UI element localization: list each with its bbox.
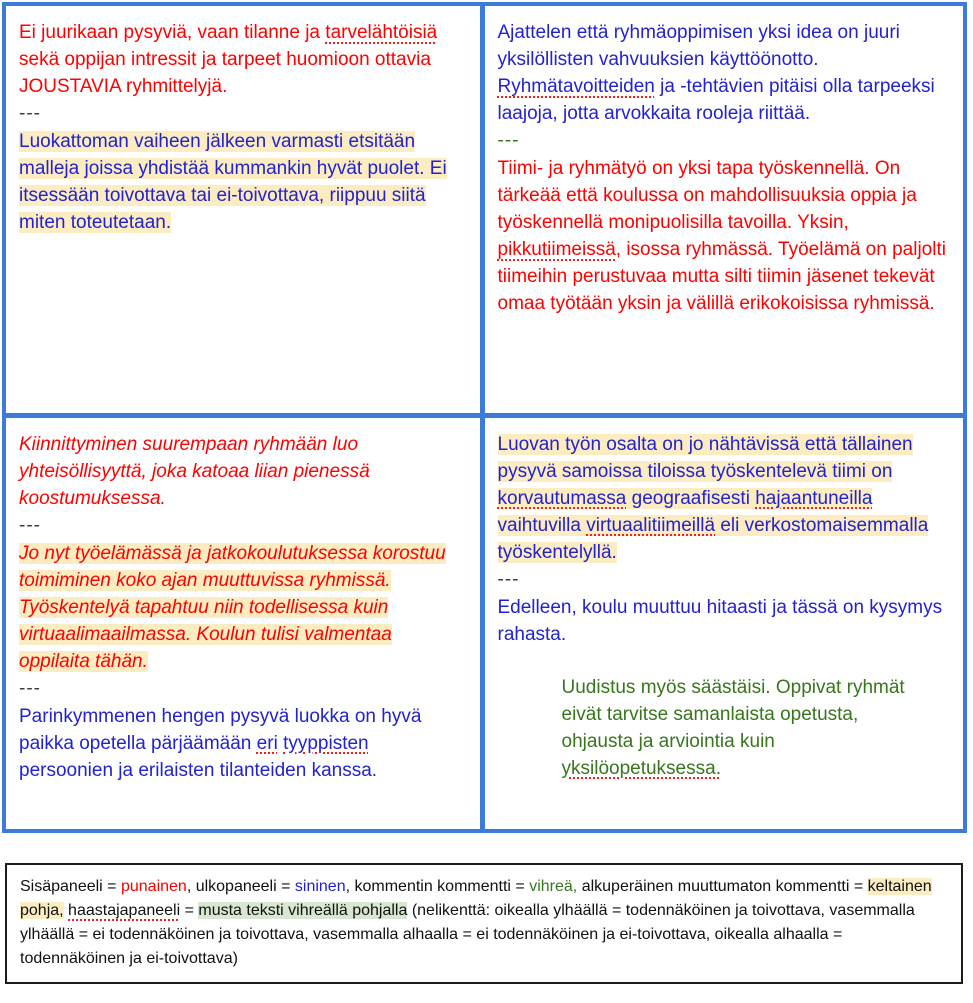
legend-green-label: vihreä, xyxy=(529,878,578,895)
legend-text: alkuperäinen muuttumaton kommentti = xyxy=(577,878,868,895)
text-segment: Parinkymmenen hengen pysyvä luokka on hyvä paikka opetella pärjäämään xyxy=(19,705,422,754)
outer-panel-comment xyxy=(19,703,466,784)
text-segment: Tiimi- ja ryhmätyö on yksi tapa työskennellä. On tärkeää että koulussa on mahdollisuuksia oppia ja työskennellä monipuolisilla tavoilla. Yksin, xyxy=(497,158,917,233)
text-segment: sekä oppijan intressit ja tarpeet huomioon ottavia JOUSTAVIA ryhmittelyjä. xyxy=(19,49,431,97)
comment-separator: --- xyxy=(497,568,520,590)
legend-text: Sisäpaneeli = xyxy=(20,878,121,895)
outer-panel-comment: Edelleen, koulu muuttuu hitaasti ja tässä on kysymys rahasta. xyxy=(497,596,943,645)
legend-text: = xyxy=(180,902,199,919)
four-field-comment-grid xyxy=(2,2,967,833)
comment-on-comment xyxy=(562,674,922,782)
legend-challenger-label: haastajapaneeli xyxy=(68,902,181,919)
spellcheck-underlined-word: tyyppisten xyxy=(283,732,369,754)
inner-panel-comment xyxy=(19,19,466,100)
legend-red-label: punainen xyxy=(120,878,187,895)
legend-text: (nelikenttä: oikealla ylhäällä = todennäköinen ja toivottava, vasemmalla ylhäällä = ei todennäköinen ja toivottava, vasemmalla alhaalla = ei todennäköinen ja ei-toivottava, oikealla alhaalla = todennäköinen ja ei-toivottava) xyxy=(20,902,915,967)
text-segment: , isossa ryhmässä. Työelämä on paljolti tiimeihin perustuvaa mutta silti tiimin jäsenet tekevät omaa työtään yksin ja välillä erikokoisissa ryhmissä. xyxy=(497,239,946,314)
quadrant-bottom-right xyxy=(485,418,964,830)
original-highlighted-comment xyxy=(19,540,466,675)
outer-panel-comment xyxy=(498,19,950,127)
yellow-highlight: Luokattoman vaiheen jälkeen varmasti etsitään malleja joissa yhdistää kummankin hyvät puolet. Ei itsessään toivottava tai ei-toivottava, riippuu siitä miten toteutetaan. xyxy=(19,131,447,233)
text-segment: Uudistus myös säästäisi. Oppivat ryhmät eivät tarvitse samanlaista opetusta, ohjausta ja arviointia kuin xyxy=(561,676,905,752)
text-segment: Ei juurikaan pysyviä, vaan tilanne ja xyxy=(19,22,326,43)
legend-blue-label: sininen xyxy=(294,878,346,895)
spellcheck-underlined-word: tarvelähtöisiä xyxy=(325,22,438,43)
inner-panel-comment: Kiinnittyminen suurempaan ryhmään luo yhteisöllisyyttä, joka katoaa liian pienessä koostumuksessa. xyxy=(19,433,370,509)
legend-green-highlight-label: musta teksti vihreällä pohjalla xyxy=(198,902,408,919)
comment-separator: --- xyxy=(19,103,41,124)
comment-separator: --- xyxy=(497,130,520,151)
comment-separator: --- xyxy=(19,677,41,699)
legend-yellow-highlight-label: keltainen pohja, xyxy=(20,878,932,919)
spellcheck-underlined-word: virtuaalitiimeillä xyxy=(586,514,716,536)
quadrant-top-right xyxy=(485,6,964,418)
original-highlighted-comment xyxy=(19,128,466,236)
legend-text: , ulkopaneeli = xyxy=(186,878,295,895)
text-segment: persoonien ja erilaisten tilanteiden kanssa. xyxy=(19,759,378,781)
legend-text: , kommentin kommentti = xyxy=(345,878,530,895)
text-segment: Luovan työn osalta on jo nähtävissä että tällainen pysyvä samoissa tiloissa työskentelevä tiimi on xyxy=(497,433,913,482)
spellcheck-underlined-word: eri xyxy=(256,732,278,754)
quadrant-top-left xyxy=(6,6,485,418)
spellcheck-underlined-word: Ryhmätavoitteiden xyxy=(497,76,655,97)
quadrant-bottom-left xyxy=(6,418,485,830)
original-highlighted-comment xyxy=(498,431,950,566)
spellcheck-underlined-word: pikkutiimeissä xyxy=(497,239,616,260)
legend-box xyxy=(5,863,963,984)
spellcheck-underlined-word: hajaantuneilla xyxy=(755,487,873,509)
yellow-highlight: Jo nyt työelämässä ja jatkokoulutuksessa korostuu toimiminen koko ajan muuttuvissa ryhmissä. Työskentelyä tapahtuu niin todellisessa kuin virtuaalimaailmassa. Koulun tulisi valmentaa oppilaita tähän. xyxy=(19,542,446,672)
inner-panel-comment xyxy=(498,155,950,317)
text-segment: ja -tehtävien pitäisi olla tarpeeksi laajoja, jotta arvokkaita rooleja riittää. xyxy=(497,76,935,124)
text-segment: eli verkostomaisemmalla työskentelyllä. xyxy=(497,514,929,563)
spellcheck-underlined-word: yksilöopetuksessa. xyxy=(561,757,721,779)
comment-separator: --- xyxy=(19,514,41,536)
text-segment: vaihtuvilla xyxy=(497,514,587,536)
text-segment: Ajattelen että ryhmäoppimisen yksi idea on juuri yksilöllisten vahvuuksien käyttöönotto. xyxy=(497,22,900,70)
spellcheck-underlined-word: korvautumassa xyxy=(497,487,627,509)
text-segment: geograafisesti xyxy=(626,487,756,509)
yellow-highlight xyxy=(498,434,929,563)
